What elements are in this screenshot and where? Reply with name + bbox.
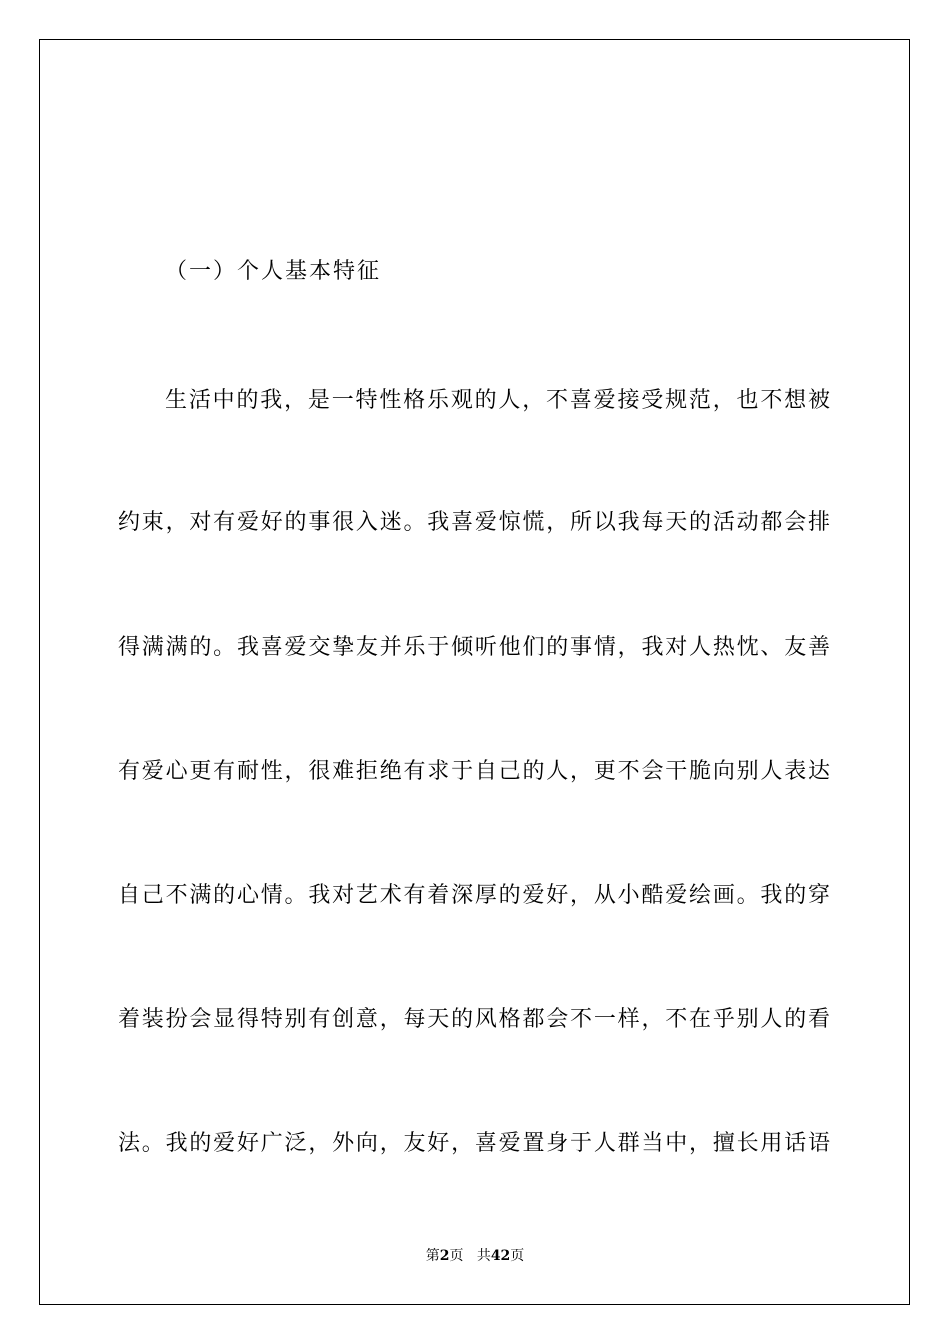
paragraph-line-3: 得满满的。我喜爱交挚友并乐于倾听他们的事情，我对人热忱、友善 xyxy=(118,635,830,660)
total-prefix: 共 xyxy=(476,1248,491,1264)
page-border xyxy=(39,39,910,1305)
paragraph-line-7: 法。我的爱好广泛，外向，友好，喜爱置身于人群当中，擅长用话语 xyxy=(118,1131,830,1156)
paragraph-line-5: 自己不满的心情。我对艺术有着深厚的爱好，从小酷爱绘画。我的穿 xyxy=(118,883,830,908)
total-pages: 42 xyxy=(490,1248,511,1264)
page-footer xyxy=(0,1247,950,1265)
page-prefix: 第 xyxy=(425,1248,440,1264)
paragraph-line-6: 着装扮会显得特别有创意，每天的风格都会不一样，不在乎别人的看 xyxy=(118,1007,830,1032)
total-suffix: 页 xyxy=(510,1248,525,1264)
paragraph-line-1: 生活中的我，是一特性格乐观的人，不喜爱接受规范，也不想被 xyxy=(165,388,830,413)
page-suffix: 页 xyxy=(449,1248,464,1264)
page-number: 2 xyxy=(439,1248,450,1264)
paragraph-line-2: 约束，对有爱好的事很入迷。我喜爱惊慌，所以我每天的活动都会排 xyxy=(118,510,830,535)
section-heading: （一）个人基本特征 xyxy=(165,259,382,284)
paragraph-line-4: 有爱心更有耐性，很难拒绝有求于自己的人，更不会干脆向别人表达 xyxy=(118,759,830,784)
